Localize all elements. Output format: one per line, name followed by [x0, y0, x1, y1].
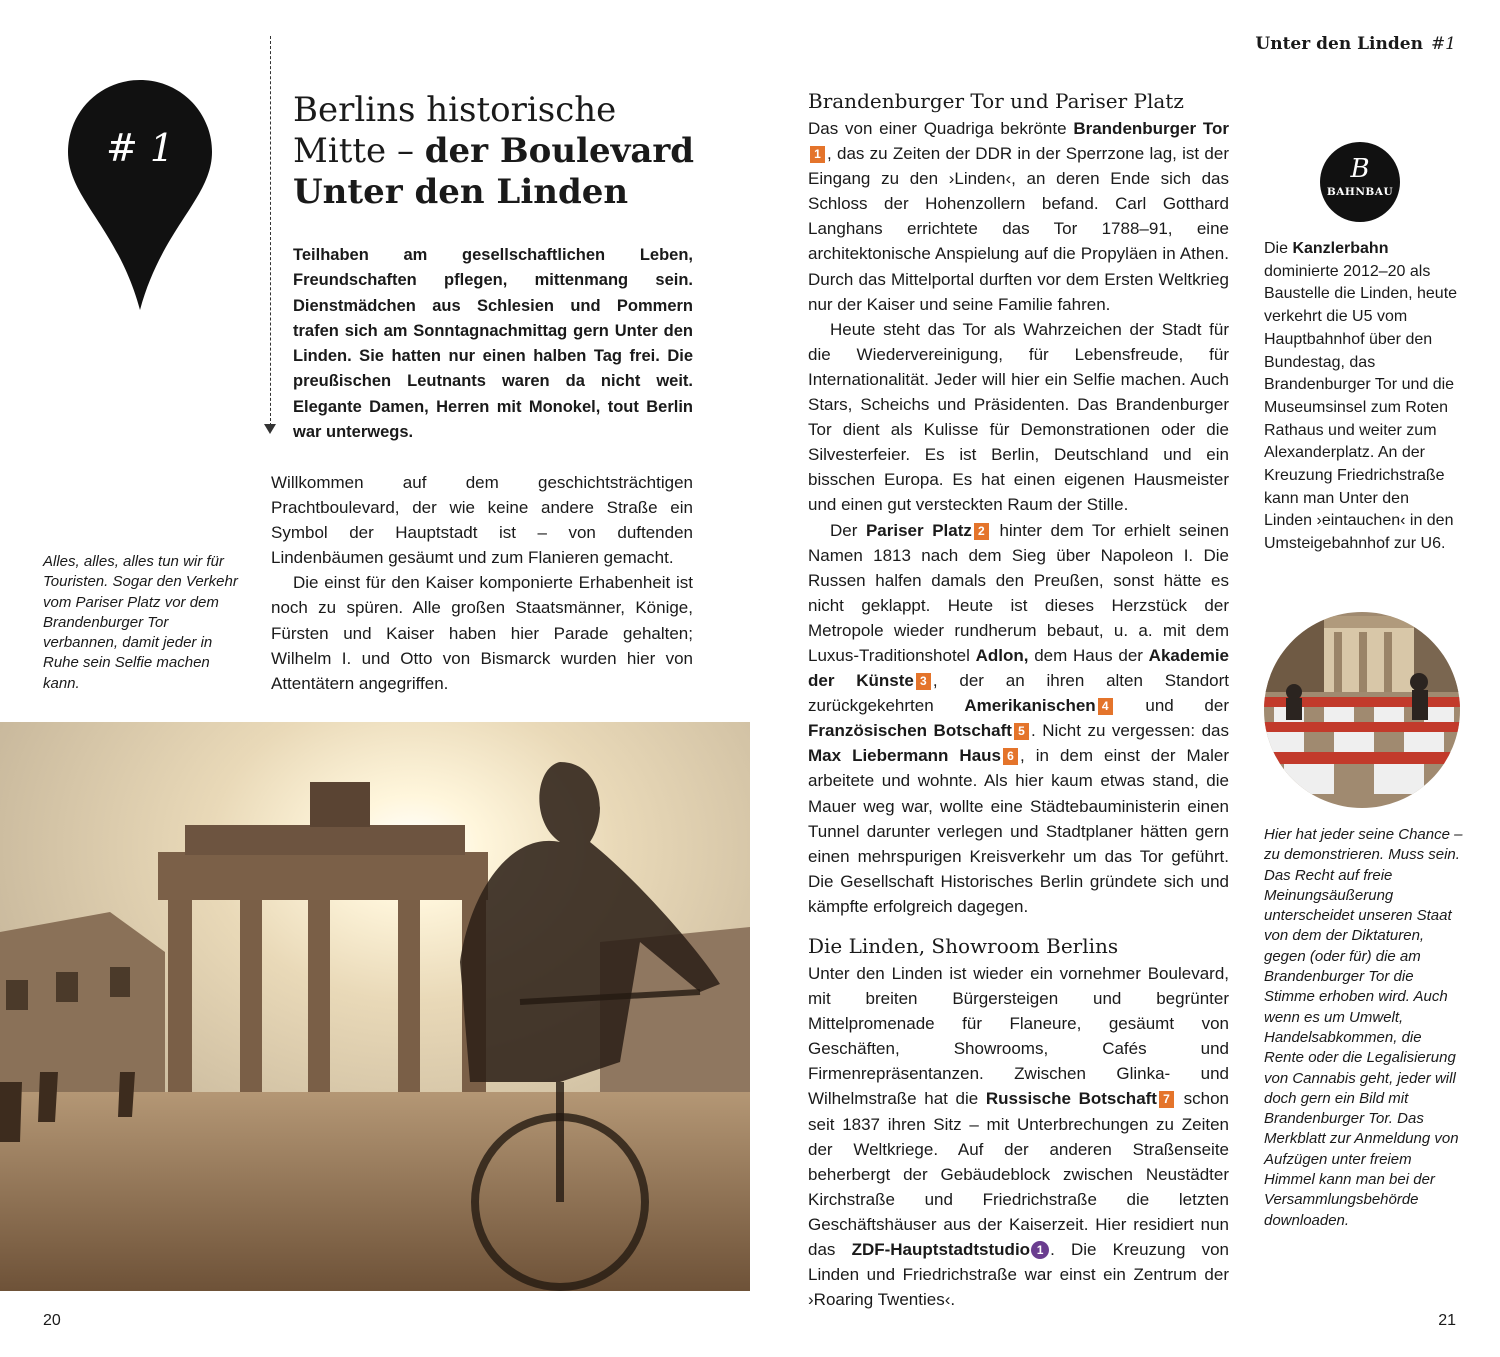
section-heading: Brandenburger Tor und Pariser Platz [808, 89, 1184, 113]
text: Unter den Linden ist wieder ein vornehmer Boulevard, mit breiten Bürgersteigen und begrünter Mittelpromenade für Flaneure, gesäumt von Geschäften, Showrooms, Cafés und Firmenrepräsentanzen. Zwischen Glinka- und Wilhelmstraße hat die [808, 964, 1229, 1109]
highlight: Kanzlerbahn [1292, 240, 1389, 257]
title-part-bold: der Boulevard Unter den Linden [293, 131, 695, 212]
page-number-left: 20 [43, 1312, 61, 1329]
highlight: Akademie der Künste [808, 645, 1229, 691]
text: dominierte 2012–20 als Baustelle die Linden, heute verkehrt die U5 vom Hauptbahnhof über den Bundestag, das Brandenburger Tor und die Museumsinsel zum Roten Rathaus und weiter zum Alexanderplatz. An der Kreuzung Friedrichstraße kann man Unter den Linden ›eintauchen‹ in den Umsteigebahnhof zur U6. [1264, 262, 1458, 553]
text: Die [1264, 240, 1293, 257]
body-paragraph [808, 116, 1229, 317]
title-part-light: Berlins historische Mitte – [293, 90, 617, 171]
bahnbau-badge [1320, 142, 1400, 222]
running-header-number: #1 [1430, 34, 1456, 54]
map-marker-6[interactable]: 6 [1003, 748, 1018, 765]
map-marker-purple-1[interactable]: 1 [1031, 1241, 1049, 1259]
text: und der [1114, 696, 1229, 716]
highlight: ZDF-Hauptstadtstudio [851, 1240, 1031, 1260]
demonstration-photo [1264, 612, 1460, 808]
highlight: Max Liebermann Haus [808, 746, 1001, 766]
highlight: Adlon, [975, 645, 1029, 665]
body-text-right [808, 88, 1229, 1312]
highlight: Französischen Botschaft [808, 721, 1012, 741]
text: schon seit 1837 ihren Sitz – mit Unterbrechungen zu Zeiten der Weltkriege. Auf der anderen Straßenseite beherbergt der Gebäudeblock zwischen Neustädter Kirchstraße und Friedrichstraße die letzten Geschäftshäuser aus der Kaiserzeit. Hier residiert nun das [808, 1089, 1229, 1260]
arrow-down-icon [264, 424, 276, 434]
map-marker-1[interactable]: 1 [810, 146, 825, 163]
body-paragraph [808, 961, 1229, 1312]
text: , in dem einst der Maler arbeitete und wohnte. Als hier kaum etwas stand, die Mauer weg war, wollte eine Städtebauministerin einen Tunnel darunter verlegen und Stadtplaner hätten gern einen mehrspurigen Kreisverkehr um das Tor geführt. Die Gesellschaft Historisches Berlin gründete sich und kämpfte erfolgreich dagegen. [808, 746, 1229, 916]
text: dem Haus der [1028, 645, 1149, 665]
body-paragraph [808, 518, 1229, 920]
sidebar-info [1264, 238, 1460, 556]
brandenburg-gate-photo [0, 722, 750, 1291]
badge-letter: B [1350, 154, 1370, 184]
map-marker-5[interactable]: 5 [1014, 723, 1029, 740]
text: , der an ihren alten Standort zurückgekehrten [808, 671, 1230, 716]
highlight: Amerikanischen [964, 696, 1096, 716]
text: Das von einer Quadriga bekrönte [808, 119, 1074, 138]
section-heading: Die Linden, Showroom Berlins [808, 934, 1119, 958]
running-header-title: Unter den Linden [1255, 34, 1423, 54]
dashed-divider [270, 36, 271, 426]
highlight: Russische Botschaft [985, 1089, 1157, 1109]
text: . Nicht zu vergessen: das [1030, 721, 1229, 741]
map-marker-3[interactable]: 3 [916, 673, 931, 690]
page-number-right: 21 [1438, 1312, 1456, 1329]
text: , das zu Zeiten der DDR in der Sperrzone lag, ist der Eingang zu den ›Linden‹, an deren Ende sich das Schloss der Hohenzollern befand. Carl Gotthard Langhans errichtete das Tor 1788–91, eine architektonische Anspielung auf die Propyläen in Athen. Durch das Mittelportal durften vor dem Ersten Weltkrieg nur der Kaiser und seine Familie fahren. [808, 144, 1229, 314]
location-pin-icon [66, 78, 214, 312]
running-header [1255, 34, 1456, 54]
badge-text: BAHNBAU [1326, 186, 1394, 198]
text: . Die Kreuzung von Linden und Friedrichstraße war einst ein Zentrum der ›Roaring Twenties‹. [808, 1240, 1229, 1310]
lead-paragraph: Teilhaben am gesellschaftlichen Leben, Freundschaften pflegen, mittenmang sein. Dienstmädchen aus Schlesien und Pommern trafen sich am Sonntagnachmittag gern Unter den Linden. Sie hatten nur einen halben Tag frei. Die preußischen Leutnants waren da nicht weit. Elegante Damen, Herren mit Monokel, tout Berlin war unterwegs. [293, 246, 693, 442]
photo-caption-right: Hier hat jeder seine Chance – zu demonstrieren. Muss sein. Das Recht auf freie Meinungsäußerung unterscheidet unseren Staat von dem der Diktaturen, gegen (oder für) die am Brandenburger Tor die Stimme erhoben wird. Auch wenn es um Umwelt, Handelsabkommen, die Rente oder die Legalisierung von Cannabis geht, jeder will doch gern ein Bild mit Brandenburger Tor. Das Merkblatt zur Anmeldung von Aufzügen unter freiem Himmel kann man bei der Versammlungsbehörde downloaden. [1264, 826, 1463, 1229]
body-paragraph: Heute steht das Tor als Wahrzeichen der Stadt für die Wiedervereinigung, für Lebensfreude, für Internationalität. Jeder will hier ein Selfie machen. Auch Stars, Scheichs und Präsidenten. Das Brandenburger Tor dient als Kulisse für Demonstrationen oder die Silvesterfeier. Es ist Berlin, Deutschland und ein bisschen Europa. Es hat einen eigenen Hausmeister und einen gut versteckten Raum der Stille. [808, 319, 1229, 515]
page-title [293, 90, 713, 213]
highlight: Brandenburger Tor [1073, 119, 1230, 138]
text: Der [830, 520, 866, 540]
body-text-left [271, 470, 693, 696]
map-marker-4[interactable]: 4 [1098, 698, 1113, 715]
text: hinter dem Tor erhielt seinen Namen 1813 nach dem Sieg über Napoleon I. Die Russen halfen damals den Preußen, sonst hätte es nicht geklappt. Heute ist dieses Herzstück der Metropole wieder rundherum bebaut, u. a. mit dem Luxus-Traditionshotel [808, 520, 1229, 665]
chapter-number: # 1 [105, 126, 175, 170]
body-paragraph: Willkommen auf dem geschichtsträchtigen Prachtboulevard, der wie keine andere Straße ein Symbol der Hauptstadt ist – von duftenden Lindenbäumen gesäumt und zum Flanieren gemacht. [271, 473, 693, 568]
photo-caption-left: Alles, alles, alles tun wir für Touristen. Sogar den Verkehr vom Pariser Platz vor dem Brandenburger Tor verbannen, damit jeder in Ruhe sein Selfie machen kann. [43, 553, 238, 692]
highlight: Pariser Platz [865, 520, 972, 540]
map-marker-2[interactable]: 2 [974, 523, 989, 540]
body-paragraph: Die einst für den Kaiser komponierte Erhabenheit ist noch zu spüren. Alle großen Staatsmänner, Könige, Fürsten und Kaiser haben hier Parade gehalten; Wilhelm I. und Otto von Bismarck wurden hier von Attentätern angegriffen. [271, 573, 693, 693]
map-marker-7[interactable]: 7 [1159, 1091, 1174, 1108]
